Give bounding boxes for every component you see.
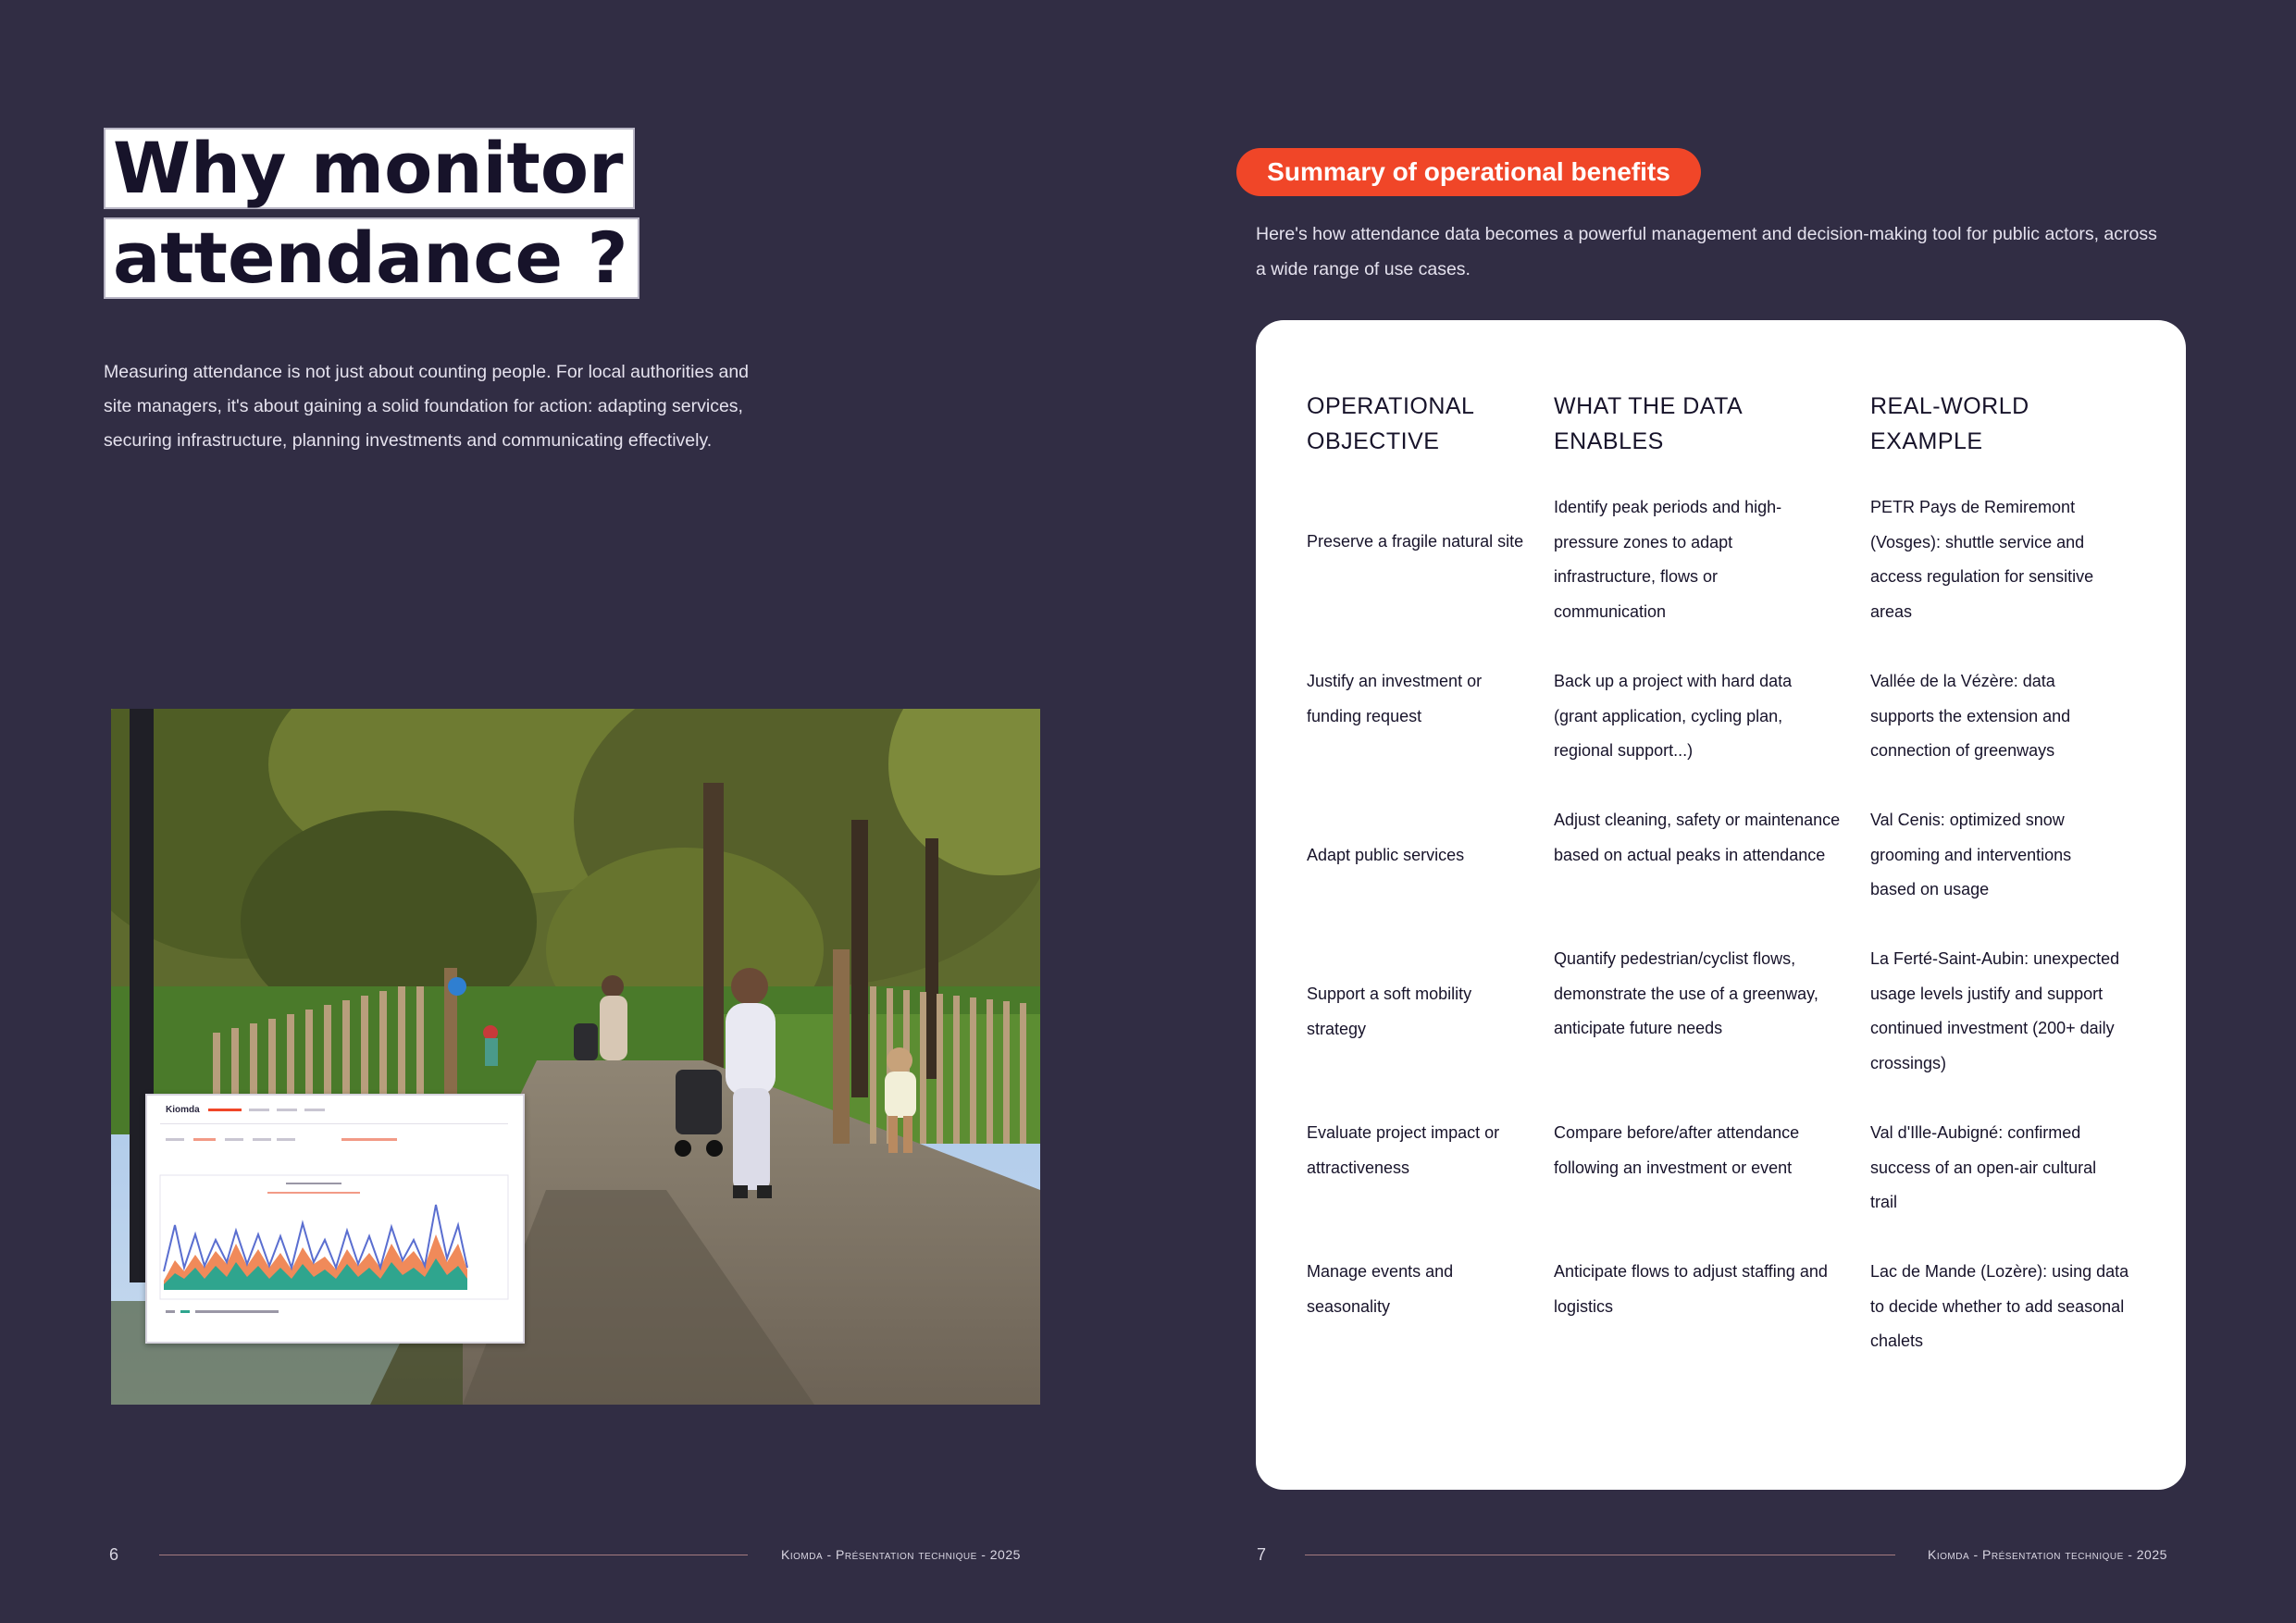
page-title-line-1: Why monitor — [104, 128, 635, 209]
row4-example: La Ferté-Saint-Aubin: unexpected usage levels justify and support continued investment (200+ daily crossings) — [1870, 949, 2120, 1072]
row3-example: Val Cenis: optimized snow grooming and interventions based on usage — [1870, 811, 2072, 898]
row2-objective: Justify an investment or funding request — [1307, 672, 1483, 725]
dashboard-screenshot-card — [145, 1094, 525, 1344]
intro-paragraph: Measuring attendance is not just about counting people. For local authorities and site managers, it's about gaining a solid foundation for action: adapting services, securing infrastructure, planning investments and communicating effectively. — [104, 362, 750, 451]
row4-objective: Support a soft mobility strategy — [1307, 985, 1472, 1038]
page-title-line-2: attendance ? — [104, 217, 639, 299]
dashboard-logo: Kiomda — [166, 1105, 200, 1115]
summary-pill: Summary of operational benefits — [1236, 148, 1701, 196]
page-number-left: 6 — [109, 1545, 119, 1564]
trail-photo — [111, 709, 1040, 1405]
row2-example: Vallée de la Vézère: data supports the extension and connection of greenways — [1870, 672, 2071, 760]
row1-enables: Identify peak periods and high-pressure zones to adapt infrastructure, flows or communication — [1554, 498, 1782, 621]
benefits-table-card — [1256, 320, 2186, 1490]
row5-enables: Compare before/after attendance following an investment or event — [1554, 1123, 1800, 1177]
footer-text-right: Kiomda - Présentation technique - 2025 — [1928, 1547, 2167, 1562]
row2-enables: Back up a project with hard data (grant application, cycling plan, regional support...) — [1554, 672, 1793, 760]
summary-paragraph: Here's how attendance data becomes a powerful management and decision-making tool for public actors, across a wide range of use cases. — [1256, 224, 2157, 279]
row1-objective: Preserve a fragile natural site — [1307, 532, 1524, 551]
row1-example: PETR Pays de Remiremont (Vosges): shuttle service and access regulation for sensitive areas — [1870, 498, 2094, 621]
row3-enables: Adjust cleaning, safety or maintenance based on actual peaks in attendance — [1554, 811, 1841, 864]
row6-objective: Manage events and seasonality — [1307, 1262, 1454, 1316]
row4-enables: Quantify pedestrian/cyclist flows, demonstrate the use of a greenway, anticipate future needs — [1554, 949, 1818, 1037]
header-real-world-example: REAL-WORLD EXAMPLE — [1870, 393, 2029, 454]
header-what-the-data-enables: WHAT THE DATA ENABLES — [1554, 393, 1742, 454]
row5-example: Val d'Ille-Aubigné: confirmed success of an open-air cultural trail — [1870, 1123, 2097, 1211]
page-number-right: 7 — [1257, 1545, 1267, 1564]
header-operational-objective: OPERATIONAL OBJECTIVE — [1307, 393, 1474, 454]
row5-objective: Evaluate project impact or attractiveness — [1307, 1123, 1500, 1177]
row6-enables: Anticipate flows to adjust staffing and logistics — [1554, 1262, 1828, 1316]
row3-objective: Adapt public services — [1307, 846, 1465, 864]
dashboard-chart-illustration — [147, 1096, 523, 1342]
footer-text-left: Kiomda - Présentation technique - 2025 — [781, 1547, 1021, 1562]
row6-example: Lac de Mande (Lozère): using data to decide whether to add seasonal chalets — [1870, 1262, 2129, 1350]
